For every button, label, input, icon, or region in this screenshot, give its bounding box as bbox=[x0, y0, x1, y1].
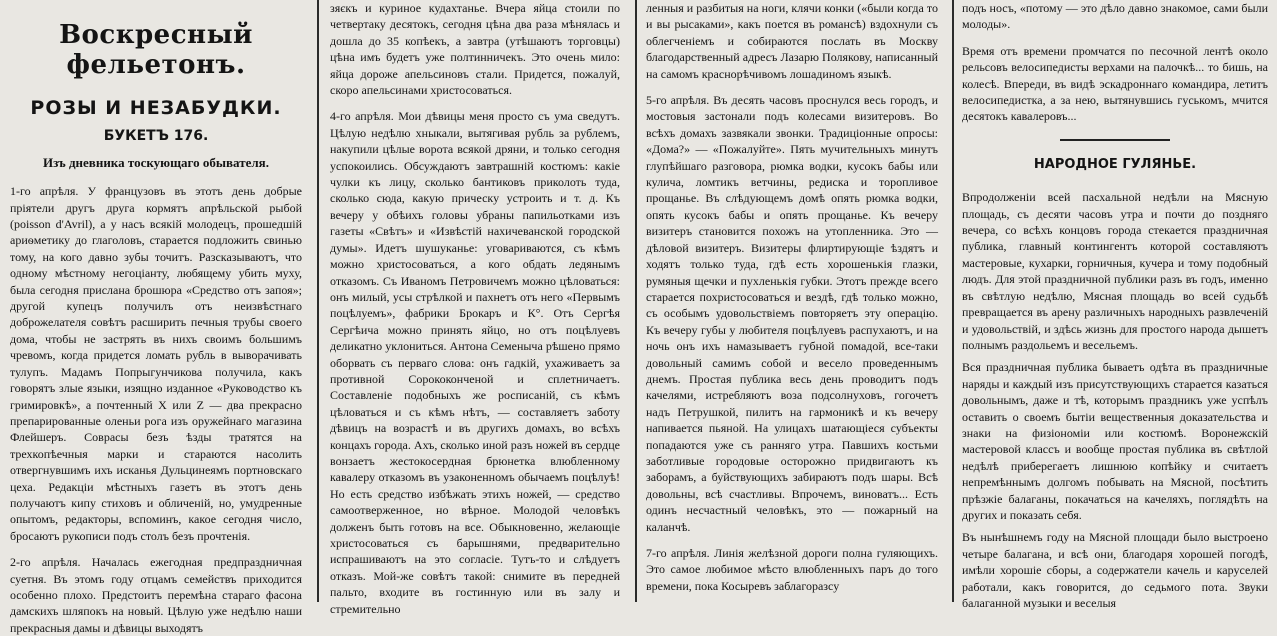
continued-text: зяєкъ и куриное кудахтанье. Вчера яйца стоили по четвертаку десятокъ, сегодня цѣна два раза мѣнялась и дошла до 35 копѣекъ, а завтра (утѣшаютъ торговцы) цѣна имъ будетъ уже полтинничекъ. Это очень мило: яйца дороже апельсиновъ стали. Придется, пожалуй, скоро апельсинами христосоваться. bbox=[330, 1, 620, 98]
entry-april-5: 5-го апрѣля. Въ десять часовъ проснулся весь городъ, и мостовыя застонали подъ колесами визитеровъ. Во всѣхъ домахъ зазвякали звонки. Традиціонные опросы: «Дома?» — «Пожалуйте». Пять мучительныхъ минутъ глупѣйшаго разговора, рюмка водки, кусокъ бабы или кулича, ломтикъ ветчины, редиска и торопливое прощанье. Въ слѣдующемъ домѣ опять рюмка водки, опять кусокъ бабы и опять прощанье. Къ вечеру визитеръ становится похожъ на утопленника. Это — дѣловой визитеръ. Визитеры флиртирующіе ѣздятъ и ходятъ только туда, гдѣ есть хорошенькія глазки, румяныя щечки и пухленькія губки. Этотъ прежде всего старается похристосоваться и вездѣ, гдѣ только можно, съ особымъ удовольствіемъ повторяетъ эту операцію. Къ вечеру губы у любителя поцѣлуевъ распухаютъ, и на ночь онъ ихъ намазываетъ губной помадой, все-таки довольный самимъ собой и весело проведеннымъ днемъ. Простая публика весь день проводитъ подъ качелями, истребляютъ воза подсолнуховъ, гогочетъ надъ Петрушкой, пилитъ на гармоникѣ и къ вечеру напивается пьяной. На улицахъ шатающіеся субъекты попадаются уже съ ранняго утра. Павшихъ костьми заботливые городовые осторожно придвигаютъ къ заборамъ, а буйствующихъ забираютъ подъ шары. Всѣ довольны, всѣ счастливы. Впрочемъ, виноватъ... Есть одинъ несчастный человѣкъ, это — пожарный на каланчѣ. bbox=[646, 93, 938, 534]
column-divider bbox=[952, 0, 954, 602]
entry-april-2: 2-го апрѣля. Началась ежегодная предпраздничная суетня. Въ этомъ году отцамъ семействъ приходится особенно плохо. Предстоитъ перемѣна стараго фасона дамскихъ шляпокъ на новый. Цѣлую уже недѣлю наши прекрасныя дамы и дѣвицы выходятъ bbox=[10, 555, 302, 635]
section-separator bbox=[1060, 139, 1170, 141]
column-3 bbox=[642, 0, 942, 602]
column-divider bbox=[635, 0, 637, 602]
continued-text: ленныя и разбитыя на ноги, клячи конки («были когда то и вы рысаками», какъ поется въ романсѣ) вздохнули съ облегченіемъ и собираются послать въ Москву благодарственный адресъ Лазарю Полякову, написанный на самомъ краснорѣчивомъ лошадиномъ языкѣ. bbox=[646, 1, 938, 81]
column-4 bbox=[958, 0, 1272, 610]
column-divider bbox=[317, 0, 319, 602]
masthead: Воскресный фельетонъ. bbox=[59, 20, 253, 80]
festival-paragraph-1: Впродолженіи всей пасхальной недѣли на Мясную площадь, съ десяти часовъ утра и почти до поздняго вечера, со всѣхъ концовъ города стекается праздничная публика, главный контингентъ которой составляютъ мастеровые, кухарки, горничныя, кучера и тому подобный людъ. Для этой праздничной публики разъ въ годъ, именно въ свѣтлую недѣлю, Мясная площадь во всей судьбѣ превращается въ арену различныхъ народныхъ развлеченій и удовольствій, и здѣсь жизнь для простого народа дышетъ полнымъ раздольемъ и весельемъ. bbox=[962, 190, 1268, 352]
cyclists-paragraph: Время отъ времени промчатся по песочной лентѣ около рельсовъ велосипедисты верхами на палочкѣ... то бишь, на колесѣ. Впереди, въ видѣ эскадроннаго командира, летитъ велосипедистка, а за нею, вытянувшись гуськомъ, мчится десятокъ кавалеровъ... bbox=[962, 43, 1268, 124]
festival-paragraph-2: Вся праздничная публика бываетъ одѣта въ праздничные наряды и каждый изъ присутствующихъ старается казаться довольнымъ, даже и тѣ, которымъ праздникъ уже успѣлъ оставить о своемъ бытіи вещественныя доказательства и знаки на физіономіи или костюмѣ. Воронежскій мастеровой классъ и вообще простая публика въ свѣтлой недѣлѣ приберегаетъ лишнюю копѣйку и считаетъ непремѣннымъ долгомъ побывать на Мясной, посѣтить прѣзжіе балаганы, покачаться на качеляхъ, поглядѣть на других и показать себя. bbox=[962, 360, 1268, 522]
festival-paragraph-3: Въ нынѣшнемъ году на Мясной площади было выстроено четыре балагана, и всѣ они, благодаря хорошей погодѣ, имѣли хорошіе сборы, а содержатели качель и каруселей работали, какъ говорится, до седьмого пота. Звуки балаганной музыки и веселыя bbox=[962, 530, 1268, 610]
entry-april-7: 7-го апрѣля. Линія желѣзной дороги полна гуляющихъ. Это самое любимое мѣсто влюбленныхъ паръ до того времени, пока Косыревъ заблагоразсу bbox=[646, 546, 938, 593]
bouquet-number: БУКЕТЪ 176. bbox=[103, 128, 209, 145]
entry-april-4: 4-го апрѣля. Мои дѣвицы меня просто съ ума сведутъ. Цѣлую недѣлю хныкали, вытягивая рубль за рублемъ, накупили цѣлые ворота всякой дряни, и только сегодня успокоились. Обсуждаютъ завтрашній костюмъ: какіе чулки къ лицу, сколько бантиковъ приколоть туда, сколько сюда, какую прическу устроить и т. д. Къ вечеру у обѣихъ головы убраны папильотками изъ газеты «Свѣтъ» и «Извѣстій нахичеванской городской думы». Идетъ шушуканье: уговариваются, съ кѣмъ можно христосоваться, а кого обдать ледянымъ отказомъ. Съ Иваномъ Петровичемъ можно цѣловаться: онъ милый, усы стрѣлкой и пахнетъ отъ него «Первымъ поцѣлуемъ», фабрики Брокаръ и К°. Отъ Сергѣя Сергѣича можно принять яйцо, но отъ поцѣлуевъ деликатно уклониться. Антона Семеныча рѣшено прямо оборвать съ перваго слова: онъ гадкій, ухаживаетъ за противной Сорококонченой и сплетничаетъ. Составленіе подобныхъ же росписаній, съ кѣмъ цѣловаться и съ кѣмъ нѣтъ, — составляетъ заботу дѣвицъ на возрастѣ и въ другихъ домахъ, во всѣхъ концахъ города. Ахъ, сколько иной разъ ножей въ сердце вонзаетъ жестокосердная брюнетка влюбленному кавалеру отказомъ въ узаконенномъ обычаемъ поцѣлуѣ! Но есть средство избѣжать этихъ ножей, — средство самоотверженное, но вѣрное. Молодой человѣкъ долженъ быть готовъ на все. Обыкновенно, желающіе христосоваться съ барышнями, предварительно испрашиваютъ на это согласіе. Тутъ-то и слѣдуетъ отказъ. Мой-же совѣтъ такой: снимите въ передней пальто, входите въ гостинную или въ залу и стремительно bbox=[330, 109, 620, 616]
continued-text: подъ носъ, «потому — это дѣло давно знакомое, сами были молоды». bbox=[962, 1, 1268, 32]
entry-april-1: 1-го апрѣля. У французовъ въ этотъ день добрые пріятели другъ друга кормятъ апрѣльской рыбой (poisson d'Avril), а у насъ всякій молодецъ, прошедшій ариѳметику до глаголовъ, старается подложить свинью тому, на кого давно зубы точитъ. Разсказываютъ, что одному мѣстному негоціанту, любящему убить муху, была сегодня прислана брошюра «Средство отъ запоя»; другой купецъ получилъ отъ неизвѣстнаго доброжелателя совѣтъ расширить печныя трубы своего дома, чтобы не застрять въ нихъ своимъ большимъ чревомъ, когда придется ломать рубль в выворачивать тулупъ. Мадамъ Попрыгунчикова получила, какъ говорятъ злые языки, изящно изданное «Руководство къ гримировкѣ», а почтенный X или Z — два прекрасно препарированные оленьи рога изъ оружейнаго магазина Флейшеръ. Совраcы безъ ѣзды тратятся на трехкопѣечныя марки и стараются насолить отвергнувшимъ ихъ исканья Дульцинеямъ портновскаго цеха. Редакціи мѣстныхъ газетъ въ этотъ день получаютъ кипу стиховъ и обличеній, но, умудренные опытомъ, редакторы, вспоминъ, какое сегодня число, бросаютъ рукописи подъ столъ безъ прочтенія. bbox=[10, 184, 302, 543]
feuilleton-title: РОЗЫ И НЕЗАБУДКИ. bbox=[30, 97, 282, 119]
column-2 bbox=[326, 0, 624, 616]
column-1 bbox=[4, 0, 306, 635]
section-heading: НАРОДНОЕ ГУЛЯНЬЕ. bbox=[1033, 156, 1197, 172]
diary-subtitle: Изъ дневника тоскующаго обывателя. bbox=[43, 154, 269, 170]
